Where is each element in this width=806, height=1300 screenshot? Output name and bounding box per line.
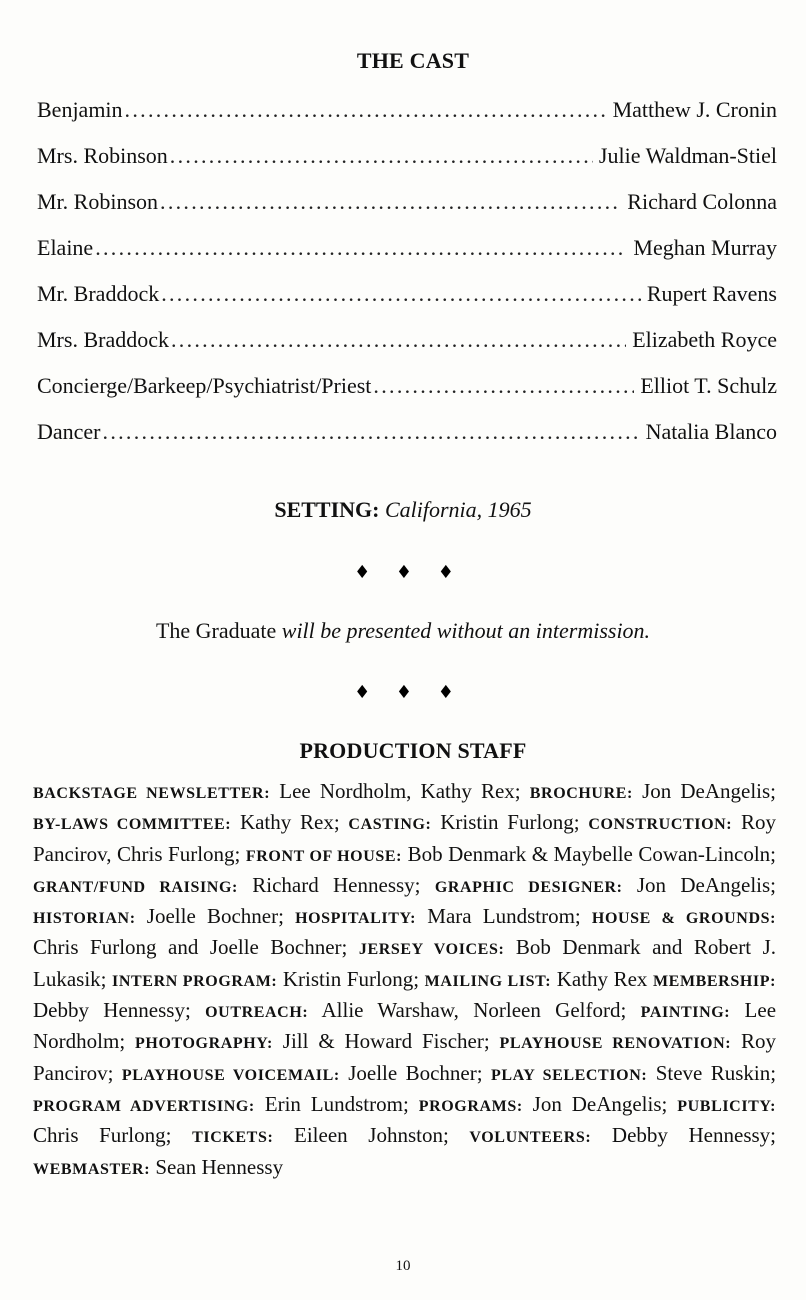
cast-role: Dancer: [37, 419, 101, 444]
staff-names: Roy Pancirov, Chris Furlong;: [33, 810, 776, 866]
staff-names: Kathy Rex;: [239, 810, 340, 835]
cast-role: Elaine: [37, 235, 94, 260]
staff-category: PAINTING:: [640, 1004, 731, 1022]
cast-row: [37, 184, 777, 230]
staff-names: Bob Denmark and Robert J. Lukasik;: [33, 935, 776, 991]
staff-names: Jon DeAngelis;: [636, 872, 777, 897]
play-title: The Graduate: [155, 618, 277, 643]
staff-category: BY-LAWS COMMITTEE:: [33, 816, 232, 834]
staff-names: Richard Hennessy;: [252, 872, 421, 897]
staff-category: PHOTOGRAPHY:: [135, 1035, 273, 1053]
dot-leader: [95, 230, 627, 266]
staff-names: Kathy Rex: [556, 966, 648, 991]
cast-actor: Natalia Blanco: [645, 419, 777, 444]
dot-leader: [373, 368, 634, 404]
staff-names: Debby Hennessy;: [611, 1123, 777, 1148]
cast-actor: Julie Waldman-Stiel: [598, 143, 777, 168]
staff-category: PUBLICITY:: [677, 1097, 777, 1115]
staff-names: Mara Lundstrom;: [427, 904, 581, 929]
staff-names: Lee Nordholm;: [33, 998, 777, 1054]
staff-category: PLAYHOUSE RENOVATION:: [499, 1035, 732, 1053]
staff-category: GRANT/FUND RAISING:: [33, 878, 238, 896]
staff-category: INTERN PROGRAM:: [112, 972, 278, 990]
staff-names: Debby Hennessy;: [33, 998, 191, 1023]
staff-category: PLAY SELECTION:: [490, 1066, 648, 1084]
staff-names: Roy Pancirov;: [33, 1029, 777, 1085]
staff-names: Jill & Howard Fischer;: [282, 1029, 490, 1054]
diamond-ornament-icon: ♦ ♦ ♦: [354, 562, 464, 583]
staff-names: Lee Nordholm, Kathy Rex;: [279, 779, 521, 803]
diamond-ornament-icon: ♦ ♦ ♦: [354, 682, 464, 703]
dot-leader: [160, 184, 621, 220]
staff-category: BROCHURE:: [529, 785, 633, 802]
cast-row: [37, 276, 777, 322]
cast-role: Mr. Robinson: [37, 189, 159, 214]
setting-line: [0, 497, 806, 523]
staff-names: Kristin Furlong;: [440, 810, 580, 835]
staff-category: OUTREACH:: [205, 1004, 309, 1022]
cast-list: [37, 92, 777, 460]
staff-category: BACKSTAGE NEWSLETTER:: [33, 785, 271, 802]
staff-category: PLAYHOUSE VOICEMAIL:: [121, 1066, 340, 1084]
cast-heading: THE CAST: [356, 48, 470, 73]
staff-category: CONSTRUCTION:: [588, 816, 733, 834]
cast-row: [37, 322, 777, 368]
staff-names: Jon DeAngelis;: [532, 1091, 668, 1116]
cast-role: Mrs. Braddock: [37, 327, 169, 352]
staff-category: HISTORIAN:: [33, 910, 136, 928]
cast-row: [37, 414, 777, 460]
staff-category: TICKETS:: [192, 1129, 274, 1147]
cast-row: [37, 138, 777, 184]
dot-leader: [103, 414, 640, 450]
staff-category: VOLUNTEERS:: [469, 1129, 592, 1147]
cast-row: [37, 368, 777, 414]
staff-category: JERSEY VOICES:: [358, 941, 505, 959]
staff-names: Sean Hennessy: [155, 1154, 284, 1179]
setting-label: SETTING:: [274, 497, 380, 522]
staff-names: Chris Furlong and Joelle Bochner;: [33, 935, 348, 960]
staff-category: PROGRAM ADVERTISING:: [33, 1097, 255, 1115]
staff-category: CASTING:: [348, 816, 432, 834]
staff-names: Eileen Johnston;: [294, 1123, 449, 1148]
staff-heading: PRODUCTION STAFF: [299, 738, 527, 763]
staff-names: Bob Denmark & Maybelle Cowan-Lincoln;: [407, 841, 776, 866]
dot-leader: [171, 322, 626, 358]
page-number: 10: [395, 1258, 411, 1274]
cast-role: Benjamin: [37, 97, 123, 122]
cast-actor: Matthew J. Cronin: [612, 97, 777, 122]
dot-leader: [161, 276, 641, 312]
staff-category: HOUSE & GROUNDS:: [591, 910, 777, 928]
staff-names: Chris Furlong;: [33, 1123, 172, 1148]
staff-category: HOSPITALITY:: [295, 910, 417, 928]
staff-names: Steve Ruskin;: [655, 1060, 777, 1085]
staff-category: WEBMASTER:: [33, 1160, 151, 1178]
staff-names: Joelle Bochner;: [146, 904, 284, 929]
dot-leader: [170, 138, 593, 174]
cast-row: [37, 92, 777, 138]
staff-names: Kristin Furlong;: [282, 966, 420, 991]
cast-role: Concierge/Barkeep/Psychiatrist/Priest: [37, 373, 372, 398]
staff-category: GRAPHIC DESIGNER:: [434, 878, 623, 896]
staff-category: MAILING LIST:: [424, 972, 552, 990]
staff-names: Allie Warshaw, Norleen Gelford;: [321, 998, 627, 1023]
cast-actor: Richard Colonna: [627, 189, 777, 214]
intermission-note: [0, 618, 806, 644]
cast-role: Mrs. Robinson: [37, 143, 168, 168]
staff-paragraph: [33, 777, 776, 1184]
staff-category: MEMBERSHIP:: [652, 972, 777, 990]
intermission-text: will be presented without an intermission.: [281, 618, 651, 643]
cast-actor: Elizabeth Royce: [632, 327, 777, 352]
cast-actor: Rupert Ravens: [646, 281, 777, 306]
staff-names: Joelle Bochner;: [348, 1060, 483, 1085]
cast-role: Mr. Braddock: [37, 281, 160, 306]
cast-row: [37, 230, 777, 276]
staff-names: Jon DeAngelis;: [642, 779, 777, 803]
cast-actor: Meghan Murray: [633, 235, 777, 260]
cast-actor: Elliot T. Schulz: [640, 373, 777, 398]
dot-leader: [125, 92, 607, 128]
staff-category: FRONT OF HOUSE:: [245, 847, 403, 865]
staff-category: PROGRAMS:: [418, 1097, 523, 1115]
staff-names: Erin Lundstrom;: [264, 1091, 409, 1116]
setting-value: California, 1965: [384, 497, 532, 522]
